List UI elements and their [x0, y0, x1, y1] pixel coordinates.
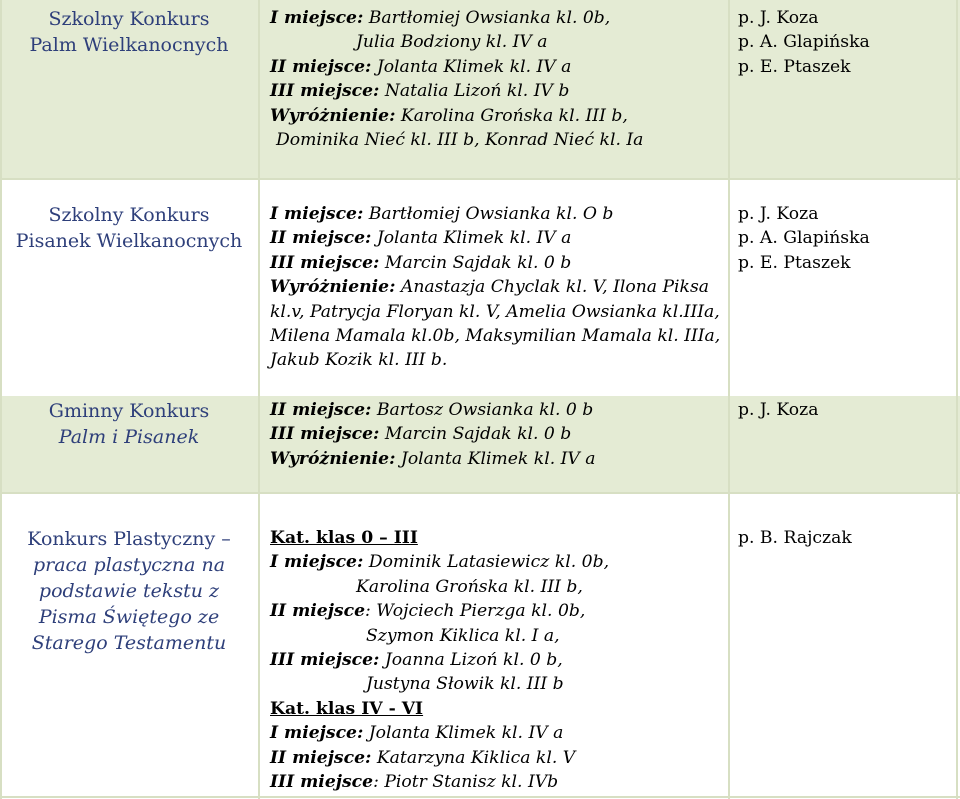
result-line: Wyróżnienie: Jolanta Klimek kl. IV a	[270, 448, 596, 469]
result-line: III miejsce: Piotr Stanisz kl. IVb	[270, 772, 559, 793]
teacher-name: p. J. Koza	[738, 8, 819, 28]
result-line: Milena Mamala kl.0b, Maksymilian Mamala kl. IIIa,	[270, 326, 721, 347]
table-row-3	[0, 398, 960, 490]
teacher-name: p. A. Glapińska	[738, 228, 870, 249]
result-line: III miejsce: Marcin Sajdak kl. 0 b	[270, 424, 572, 445]
title-line: Starego Testamentu	[31, 632, 227, 654]
result-line: I miejsce: Dominik Latasiewicz kl. 0b,	[270, 552, 610, 573]
result-line: II miejsce: Wojciech Pierzga kl. 0b,	[270, 601, 586, 622]
result-line: Wyróżnienie: Anastazja Chyclak kl. V, Ilona Piksa	[270, 277, 710, 298]
competition-title	[6, 398, 252, 450]
result-line: Szymon Kiklica kl. I a,	[366, 625, 560, 646]
results-list	[270, 398, 725, 471]
result-line: I miejsce: Bartłomiej Owsianka kl. O b	[270, 204, 614, 224]
title-line: praca plastyczna na	[32, 554, 226, 576]
title-line: Szkolny Konkurs	[48, 204, 210, 226]
category-heading: Kat. klas IV - VI	[270, 698, 424, 719]
result-line: kl.v, Patrycja Floryan kl. V, Amelia Owsianka kl.IIIa,	[270, 301, 720, 322]
result-line: Justyna Słowik kl. III b	[366, 674, 564, 695]
teacher-name: p. A. Glapińska	[738, 32, 870, 53]
result-line: II miejsce: Bartosz Owsianka kl. 0 b	[270, 400, 594, 420]
result-line: II miejsce: Katarzyna Kiklica kl. V	[270, 747, 576, 768]
teacher-name: p. B. Rajczak	[738, 528, 852, 548]
title-line: Konkurs Plastyczny –	[27, 528, 231, 550]
result-line: I miejsce: Bartłomiej Owsianka kl. 0b,	[270, 8, 611, 28]
result-line: Jakub Kozik kl. III b.	[270, 350, 448, 371]
grid-row-divider-1	[0, 178, 960, 180]
results-list	[270, 202, 725, 373]
result-line: III miejsce: Natalia Lizoń kl. IV b	[270, 81, 570, 102]
result-line: II miejsce: Jolanta Klimek kl. IV a	[270, 228, 572, 249]
table-row-2	[0, 202, 960, 392]
title-line: Gminny Konkurs	[48, 400, 210, 422]
title-line: Pisma Świętego ze	[38, 606, 220, 628]
result-line: III miejsce: Joanna Lizoń kl. 0 b,	[270, 650, 563, 671]
title-line: Palm Wielkanocnych	[29, 34, 229, 56]
teacher-name: p. J. Koza	[738, 400, 819, 420]
competition-title	[6, 202, 252, 254]
teachers-list	[738, 526, 958, 550]
competition-title	[6, 6, 252, 58]
result-line: II miejsce: Jolanta Klimek kl. IV a	[270, 56, 572, 77]
teacher-name: p. E. Ptaszek	[738, 252, 851, 273]
results-list	[270, 6, 725, 152]
grid-row-divider-3	[0, 492, 960, 494]
teachers-list	[738, 202, 958, 275]
teachers-list	[738, 398, 958, 422]
result-line: Karolina Grońska kl. III b,	[356, 576, 583, 597]
result-line: I miejsce: Jolanta Klimek kl. IV a	[270, 723, 564, 744]
teacher-name: p. J. Koza	[738, 204, 819, 224]
result-line: III miejsce: Marcin Sajdak kl. 0 b	[270, 252, 572, 273]
competition-title	[6, 526, 252, 656]
teacher-name: p. E. Ptaszek	[738, 56, 851, 77]
table-row-1	[0, 6, 960, 176]
result-line: Wyróżnienie: Karolina Grońska kl. III b,	[270, 105, 628, 126]
title-line: Szkolny Konkurs	[48, 8, 210, 30]
result-line: Dominika Nieć kl. III b, Konrad Nieć kl. Ia	[276, 130, 644, 151]
table-row-4	[0, 526, 960, 794]
results-list	[270, 526, 725, 794]
title-line: podstawie tekstu z	[38, 580, 220, 602]
grid-bottom-border	[0, 796, 960, 798]
title-line: Palm i Pisanek	[58, 426, 200, 448]
result-line: Julia Bodziony kl. IV a	[356, 32, 548, 53]
teachers-list	[738, 6, 958, 79]
category-heading: Kat. klas 0 – III	[270, 528, 418, 548]
title-line: Pisanek Wielkanocnych	[15, 230, 243, 252]
